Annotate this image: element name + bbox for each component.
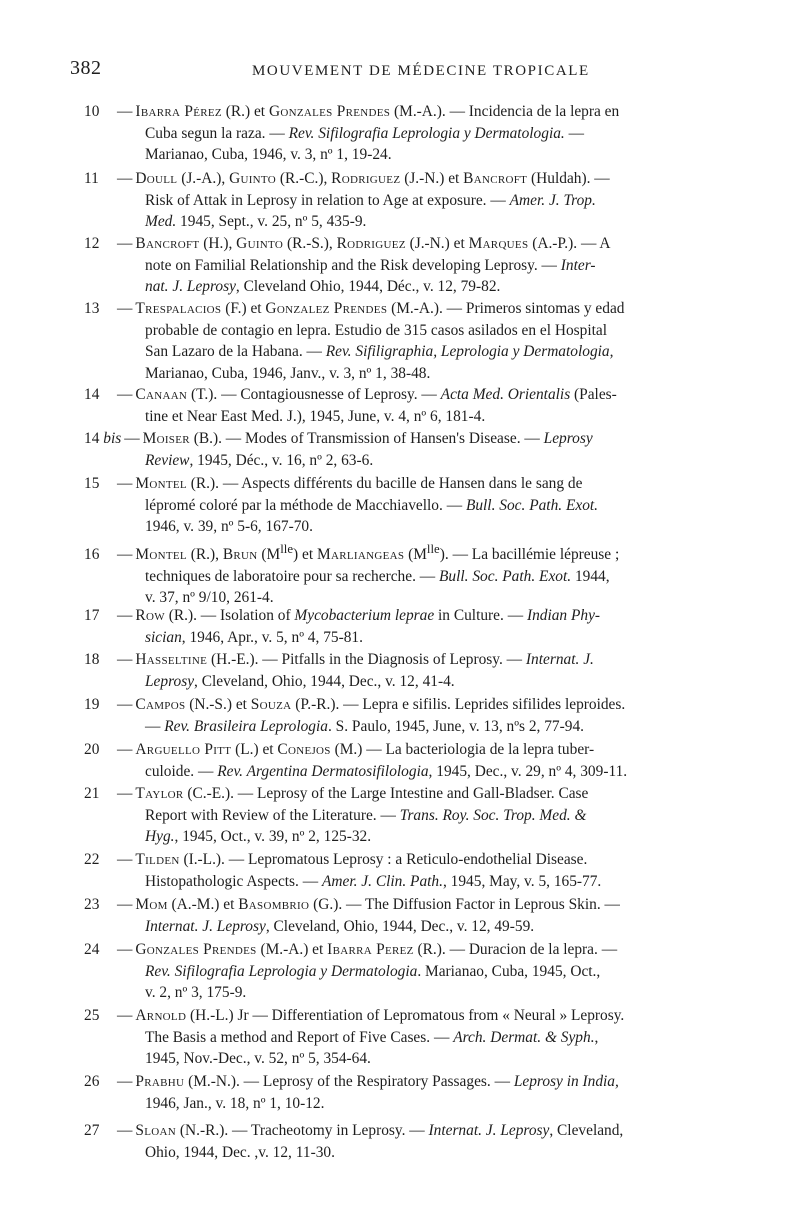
reference-number: 13 [84, 300, 100, 317]
reference-entry [84, 783, 734, 848]
reference-continuation-line: lépromé coloré par la méthode de Macchiavello. — Bull. Soc. Path. Exot. [145, 496, 599, 514]
reference-entry [84, 384, 734, 427]
reference-first-line: 12 — Bancroft (H.), Guinto (R.-S.), Rodriguez (J.-N.) et Marques (A.-P.). — A [84, 233, 734, 255]
reference-entry [84, 101, 734, 166]
reference-first-line: 14 bis — Moiser (B.). — Modes of Transmission of Hansen's Disease. — Leprosy [84, 428, 734, 450]
reference-first-line: 21 — Taylor (C.-E.). — Leprosy of the Large Intestine and Gall-Bladser. Case [84, 783, 734, 805]
reference-entry [84, 849, 734, 892]
reference-entry [84, 939, 734, 1004]
reference-first-line: 22 — Tilden (I.-L.). — Lepromatous Leprosy : a Reticulo-endothelial Disease. [84, 849, 734, 871]
reference-continuation-line: Marianao, Cuba, 1946, Janv., v. 3, nº 1, 38-48. [145, 364, 431, 382]
reference-entry [84, 1071, 734, 1114]
reference-first-line: 13 — Trespalacios (F.) et Gonzalez Prendes (M.-A.). — Primeros sintomas y edad [84, 298, 734, 320]
reference-continuation-line: note on Familial Relationship and the Risk developing Leprosy. — Inter- [145, 256, 596, 274]
reference-first-line: 18 — Hasseltine (H.-E.). — Pitfalls in the Diagnosis of Leprosy. — Internat. J. [84, 649, 734, 671]
reference-number: 14 [84, 386, 100, 403]
reference-continuation-line: culoide. — Rev. Argentina Dermatosifilologia, 1945, Dec., v. 29, nº 4, 309-11. [145, 762, 628, 780]
reference-number: 27 [84, 1122, 100, 1139]
reference-first-line: 11 — Doull (J.-A.), Guinto (R.-C.), Rodriguez (J.-N.) et Bancroft (Huldah). — [84, 168, 734, 190]
reference-first-line: 27 — Sloan (N.-R.). — Tracheotomy in Leprosy. — Internat. J. Leprosy, Cleveland, [84, 1120, 734, 1142]
reference-continuation-line: 1946, v. 39, nº 5-6, 167-70. [145, 518, 313, 536]
reference-entry [84, 168, 734, 233]
reference-continuation-line: — Rev. Brasileira Leprologia. S. Paulo, 1945, June, v. 13, nºs 2, 77-94. [145, 717, 584, 735]
reference-number: 22 [84, 851, 100, 868]
reference-first-line: 20 — Arguello Pitt (L.) et Conejos (M.) — La bacteriologia de la lepra tuber- [84, 739, 734, 761]
reference-continuation-line: Report with Review of the Literature. — Trans. Roy. Soc. Trop. Med. & [145, 806, 587, 824]
reference-continuation-line: San Lazaro de la Habana. — Rev. Sifiligraphia, Leprologia y Dermatologia, [145, 343, 614, 361]
reference-first-line: 19 — Campos (N.-S.) et Souza (P.-R.). — Lepra e sifilis. Leprides sifilides leproides. [84, 694, 734, 716]
reference-continuation-line: Marianao, Cuba, 1946, v. 3, nº 1, 19-24. [145, 146, 392, 164]
reference-entry [84, 739, 734, 782]
reference-entry [84, 894, 734, 937]
reference-number: 20 [84, 741, 100, 758]
reference-entry [84, 1005, 734, 1070]
reference-continuation-line: sician, 1946, Apr., v. 5, nº 4, 75-81. [145, 628, 363, 646]
reference-continuation-line: probable de contagio en lepra. Estudio de 315 casos asilados en el Hospital [145, 321, 608, 339]
reference-first-line: 24 — Gonzales Prendes (M.-A.) et Ibarra Perez (R.). — Duracion de la lepra. — [84, 939, 734, 961]
reference-number: 16 [84, 546, 100, 564]
reference-first-line: 25 — Arnold (H.-L.) Jr — Differentiation of Lepromatous from « Neural » Leprosy. [84, 1005, 734, 1027]
reference-continuation-line: techniques de laboratoire pour sa recherche. — Bull. Soc. Path. Exot. 1944, [145, 567, 610, 585]
reference-entry [84, 649, 734, 692]
reference-continuation-line: v. 37, nº 9/10, 261-4. [145, 589, 274, 607]
reference-continuation-line: v. 2, nº 3, 175-9. [145, 984, 247, 1002]
reference-first-line: 10 — Ibarra Pérez (R.) et Gonzales Prendes (M.-A.). — Incidencia de la lepra en [84, 101, 734, 123]
reference-number: 23 [84, 896, 100, 913]
reference-first-line: 26 — Prabhu (M.-N.). — Leprosy of the Respiratory Passages. — Leprosy in India, [84, 1071, 734, 1093]
reference-entry [84, 298, 734, 384]
reference-entry [84, 233, 734, 298]
reference-continuation-line: Ohio, 1944, Dec. ,v. 12, 11-30. [145, 1143, 335, 1161]
reference-number: 14 bis [84, 430, 122, 447]
reference-continuation-line: Cuba segun la raza. — Rev. Sifilografia Leprologia y Dermatologia. — [145, 124, 585, 142]
reference-entry [84, 539, 734, 609]
reference-entry [84, 473, 734, 538]
reference-number: 19 [84, 696, 100, 713]
reference-number: 17 [84, 607, 100, 624]
reference-number: 18 [84, 651, 100, 668]
reference-first-line: 17 — Row (R.). — Isolation of Mycobacterium leprae in Culture. — Indian Phy- [84, 605, 734, 627]
reference-entry [84, 1120, 734, 1163]
reference-number: 25 [84, 1007, 100, 1024]
reference-continuation-line: 1946, Jan., v. 18, nº 1, 10-12. [145, 1094, 325, 1112]
reference-continuation-line: Rev. Sifilografia Leprologia y Dermatologia. Marianao, Cuba, 1945, Oct., [145, 962, 601, 980]
reference-continuation-line: Leprosy, Cleveland, Ohio, 1944, Dec., v. 12, 41-4. [145, 672, 455, 690]
reference-first-line: 14 — Canaan (T.). — Contagiousnesse of Leprosy. — Acta Med. Orientalis (Pales- [84, 384, 734, 406]
reference-first-line: 15 — Montel (R.). — Aspects différents du bacille de Hansen dans le sang de [84, 473, 734, 495]
reference-first-line: 16 — Montel (R.), Brun $(M^{lle})$ et Marliangeas $(M^{lle})$. — La bacillémie lépreuse ; [84, 539, 734, 566]
reference-continuation-line: Hyg., 1945, Oct., v. 39, nº 2, 125-32. [145, 828, 372, 846]
reference-number: 21 [84, 785, 100, 802]
reference-continuation-line: 1945, Nov.-Dec., v. 52, nº 5, 354-64. [145, 1050, 371, 1068]
reference-entry [84, 428, 734, 471]
reference-number: 12 [84, 235, 100, 252]
reference-number: 11 [84, 170, 99, 187]
reference-continuation-line: nat. J. Leprosy, Cleveland Ohio, 1944, Déc., v. 12, 79-82. [145, 278, 501, 296]
reference-continuation-line: Med. 1945, Sept., v. 25, nº 5, 435-9. [145, 213, 367, 231]
reference-continuation-line: Histopathologic Aspects. — Amer. J. Clin. Path., 1945, May, v. 5, 165-77. [145, 872, 602, 890]
reference-continuation-line: Internat. J. Leprosy, Cleveland, Ohio, 1944, Dec., v. 12, 49-59. [145, 917, 535, 935]
reference-number: 26 [84, 1073, 100, 1090]
reference-continuation-line: Risk of Attak in Leprosy in relation to Age at exposure. — Amer. J. Trop. [145, 191, 596, 209]
reference-continuation-line: tine et Near East Med. J.), 1945, June, v. 4, nº 6, 181-4. [145, 407, 486, 425]
page-number: 382 [70, 57, 102, 79]
reference-entry [84, 605, 734, 648]
reference-number: 15 [84, 475, 100, 492]
reference-first-line: 23 — Mom (A.-M.) et Basombrio (G.). — The Diffusion Factor in Leprous Skin. — [84, 894, 734, 916]
reference-continuation-line: Review, 1945, Déc., v. 16, nº 2, 63-6. [145, 451, 374, 469]
reference-entry [84, 694, 734, 737]
running-title: MOUVEMENT DE MÉDECINE TROPICALE [252, 63, 590, 79]
reference-number: 10 [84, 103, 100, 120]
reference-continuation-line: The Basis a method and Report of Five Cases. — Arch. Dermat. & Syph., [145, 1028, 599, 1046]
reference-number: 24 [84, 941, 100, 958]
